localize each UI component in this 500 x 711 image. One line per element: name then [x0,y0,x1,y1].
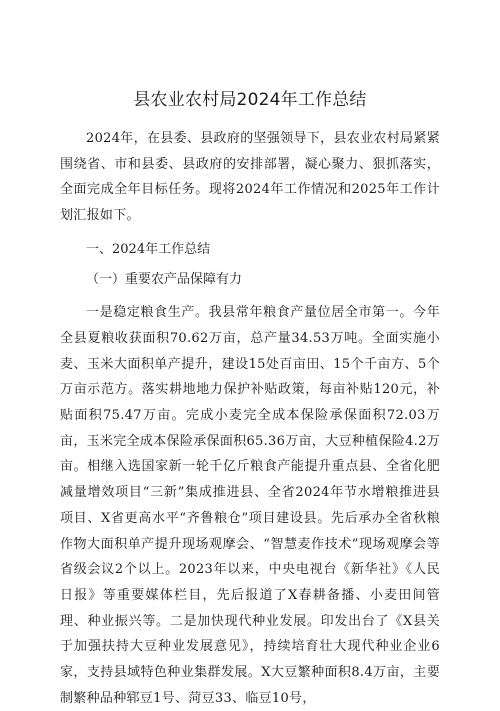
section-heading: 一、2024年工作总结 [86,241,211,257]
body-paragraph: 一是稳定粮食生产。我县常年粮食产量位居全市第一。今年全县夏粮收获面积70.62万亩，总产量34.53万吨。全面实施小麦、玉米大面积单产提升，建设15处百亩田、15个千亩方、5个万亩示范方。落实耕地地力保护补贴政策，每亩补贴120元，补贴面积75.47万亩。完成小麦完全成本保险承保面积72.03万亩，玉米完全成本保险承保面积65.36万亩，大豆种植保险4.2万亩。相继入选国家新一轮千亿斤粮食产能提升重点县、全省化肥减量增效项目“三新”集成推进县、全省2024年节水增粮推进县项目、X省更高水平“齐鲁粮仓”项目建设县。先后承办全省秋粮作物大面积单产提升现场观摩会、“智慧麦作技术”现场观摩会等省级会议2个以上。2023年以来，中央电视台《新华社》《人民日报》等重要媒体栏目，先后报道了X春耕备播、小麦田间管理、种业振兴等。二是加快现代种业发展。印发出台了《X县关于加强扶持大豆种业发展意见》，持续培育壮大现代种业企业6家，支持县域特色种业集群发展。X大豆繁种面积8.4万亩，主要制繁种品种郓豆1号、菏豆33、临豆10号， [60,305,440,706]
intro-paragraph: 2024年，在县委、县政府的坚强领导下，县农业农村局紧紧围绕省、市和县委、县政府的安排部署，凝心聚力、狠抓落实，全面完成全年目标任务。现将2024年工作情况和2025年工作计划汇报如下。 [60,131,440,224]
document-title: 县农业农村局2024年工作总结 [133,90,367,110]
subsection-heading: （一）重要农产品保障有力 [86,271,243,287]
